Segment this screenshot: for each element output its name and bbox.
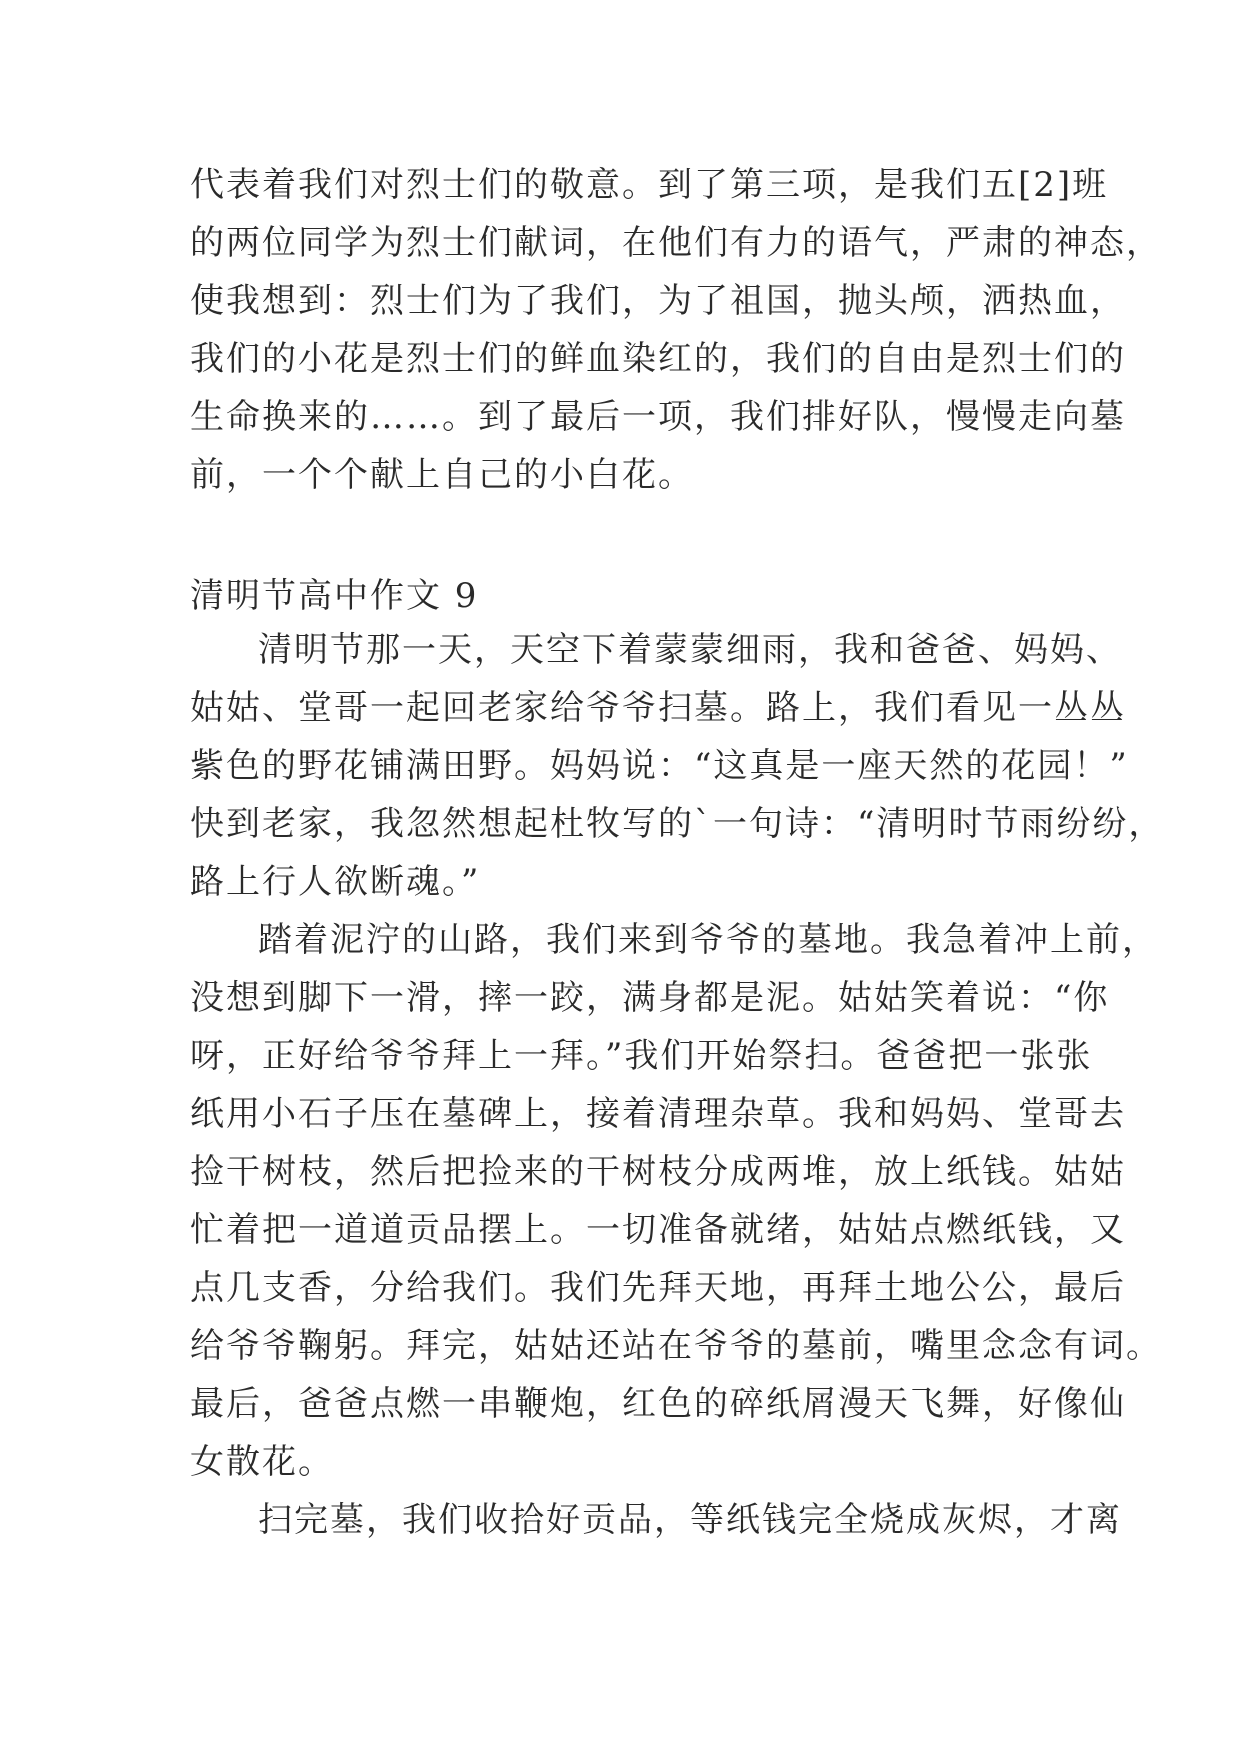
paragraph-line: 忙着把一道道贡品摆上。一切准备就绪，姑姑点燃纸钱，又 <box>190 1210 1126 1250</box>
paragraph-line: 点几支香，分给我们。我们先拜天地，再拜土地公公，最后 <box>190 1268 1126 1308</box>
paragraph-line: 给爷爷鞠躬。拜完，姑姑还站在爷爷的墓前，嘴里念念有词。 <box>190 1326 1162 1366</box>
intro-line: 的两位同学为烈士们献词，在他们有力的语气，严肃的神态， <box>190 223 1162 263</box>
paragraph-line: 踏着泥泞的山路，我们来到爷爷的墓地。我急着冲上前， <box>258 920 1158 960</box>
paragraph-line: 路上行人欲断魂。” <box>190 862 481 902</box>
section-title: 清明节高中作文 9 <box>190 576 479 616</box>
intro-line: 我们的小花是烈士们的鲜血染红的，我们的自由是烈士们的 <box>190 339 1126 379</box>
intro-line: 代表着我们对烈士们的敬意。到了第三项，是我们五[2]班 <box>190 165 1109 205</box>
paragraph-line: 纸用小石子压在墓碑上，接着清理杂草。我和妈妈、堂哥去 <box>190 1094 1126 1134</box>
paragraph-line: 姑姑、堂哥一起回老家给爷爷扫墓。路上，我们看见一丛丛 <box>190 688 1126 728</box>
paragraph-line: 没想到脚下一滑，摔一跤，满身都是泥。姑姑笑着说：“你 <box>190 978 1110 1018</box>
paragraph-line: 捡干树枝，然后把捡来的干树枝分成两堆，放上纸钱。姑姑 <box>190 1152 1126 1192</box>
paragraph-line: 快到老家，我忽然想起杜牧写的`一句诗：“清明时节雨纷纷， <box>190 804 1165 844</box>
paragraph-line: 清明节那一天，天空下着蒙蒙细雨，我和爸爸、妈妈、 <box>258 630 1122 670</box>
intro-line: 使我想到：烈士们为了我们，为了祖国，抛头颅，洒热血， <box>190 281 1126 321</box>
paragraph-line: 紫色的野花铺满田野。妈妈说：“这真是一座天然的花园！” <box>190 746 1129 786</box>
paragraph-line: 呀，正好给爷爷拜上一拜。”我们开始祭扫。爸爸把一张张 <box>190 1036 1093 1076</box>
paragraph-line: 女散花。 <box>190 1442 334 1482</box>
intro-line: 生命换来的……。到了最后一项，我们排好队，慢慢走向墓 <box>190 397 1126 437</box>
paragraph-line: 最后，爸爸点燃一串鞭炮，红色的碎纸屑漫天飞舞，好像仙 <box>190 1384 1126 1424</box>
paragraph-line: 扫完墓，我们收拾好贡品，等纸钱完全烧成灰烬，才离 <box>258 1500 1122 1540</box>
intro-line: 前，一个个献上自己的小白花。 <box>190 455 694 495</box>
